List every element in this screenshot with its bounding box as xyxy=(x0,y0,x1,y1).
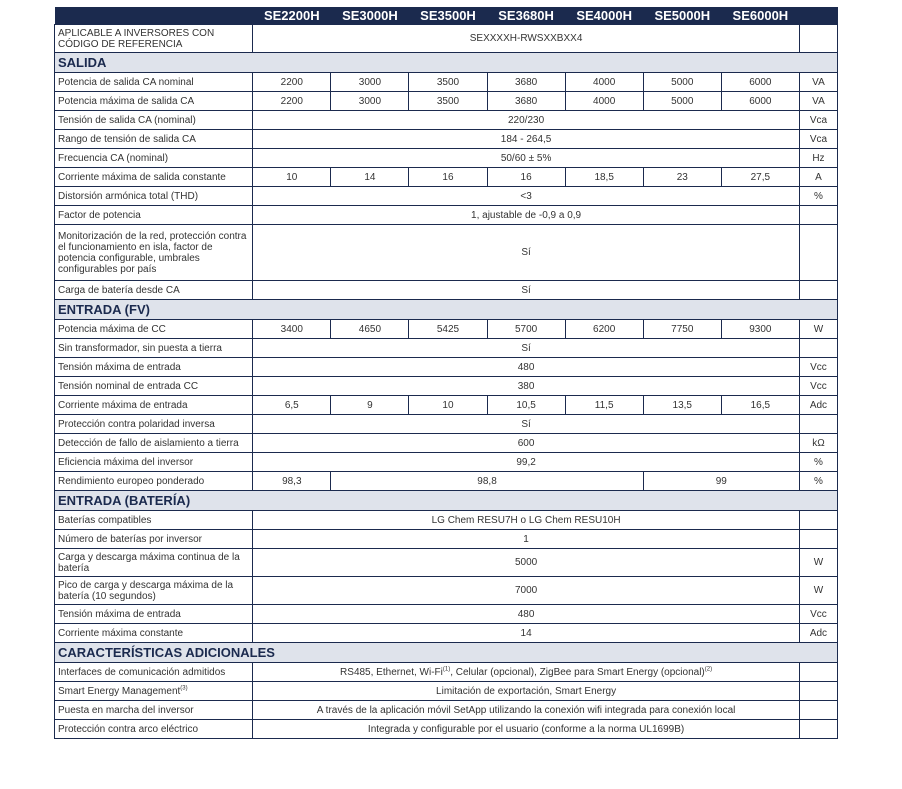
row-label: Tensión nominal de entrada CC xyxy=(55,377,253,396)
row-value: 480 xyxy=(253,358,800,377)
cell-value: 4000 xyxy=(565,73,643,92)
row-unit: % xyxy=(799,472,837,491)
section-title: CARACTERÍSTICAS ADICIONALES xyxy=(55,643,838,663)
row-value: 184 - 264,5 xyxy=(253,130,800,149)
model-header: SE5000H xyxy=(643,7,721,25)
cell-value: 27,5 xyxy=(721,168,799,187)
table-row xyxy=(55,624,838,643)
cell-value: 5425 xyxy=(409,320,487,339)
row-value: Sí xyxy=(253,225,800,281)
table-row xyxy=(55,225,838,281)
table-row xyxy=(55,396,838,415)
row-label: Pico de carga y descarga máxima de la batería (10 segundos) xyxy=(55,577,253,605)
header-blank-cell xyxy=(55,7,253,25)
footnote-mark: (1) xyxy=(442,666,451,673)
row-label: Corriente máxima de entrada xyxy=(55,396,253,415)
section-title: ENTRADA (FV) xyxy=(55,300,838,320)
row-label: Tensión de salida CA (nominal) xyxy=(55,111,253,130)
cell-value: 7750 xyxy=(643,320,721,339)
cell-value: 3000 xyxy=(331,73,409,92)
cell-value: 2200 xyxy=(253,92,331,111)
cell-value: 3680 xyxy=(487,92,565,111)
cell-value: 99 xyxy=(643,472,799,491)
row-unit: A xyxy=(799,168,837,187)
row-value: SEXXXXH-RWSXXBXX4 xyxy=(253,25,800,53)
row-label: Tensión máxima de entrada xyxy=(55,605,253,624)
table-row xyxy=(55,358,838,377)
row-unit: Vca xyxy=(799,130,837,149)
table-row xyxy=(55,130,838,149)
cell-value: 6200 xyxy=(565,320,643,339)
section-header-adicionales xyxy=(55,643,838,663)
table-row xyxy=(55,720,838,739)
cell-value: 3000 xyxy=(331,92,409,111)
table-row xyxy=(55,377,838,396)
row-value: Sí xyxy=(253,415,800,434)
table-row xyxy=(55,511,838,530)
row-unit xyxy=(799,511,837,530)
row-value: Limitación de exportación, Smart Energy xyxy=(253,682,800,701)
cell-value: 98,8 xyxy=(331,472,643,491)
cell-value: 11,5 xyxy=(565,396,643,415)
row-unit xyxy=(799,720,837,739)
table-row xyxy=(55,549,838,577)
row-unit: Adc xyxy=(799,624,837,643)
row-unit xyxy=(799,339,837,358)
row-label: Tensión máxima de entrada xyxy=(55,358,253,377)
cell-value: 4000 xyxy=(565,92,643,111)
spec-table-container xyxy=(54,7,838,739)
row-unit: Vcc xyxy=(799,377,837,396)
row-value: Sí xyxy=(253,339,800,358)
row-label: Monitorización de la red, protección contra el funcionamiento en isla, factor de potencia configurable, umbrales configurables por país xyxy=(55,225,253,281)
row-label: Interfaces de comunicación admitidos xyxy=(55,663,253,682)
row-label: Distorsión armónica total (THD) xyxy=(55,187,253,206)
row-unit: W xyxy=(799,320,837,339)
model-header: SE6000H xyxy=(721,7,799,25)
footnote-mark: (2) xyxy=(704,666,713,673)
cell-value: 9300 xyxy=(721,320,799,339)
row-unit xyxy=(799,281,837,300)
row-unit: W xyxy=(799,577,837,605)
row-label: APLICABLE A INVERSORES CON CÓDIGO DE REFERENCIA xyxy=(55,25,253,53)
row-label: Frecuencia CA (nominal) xyxy=(55,149,253,168)
row-label: Protección contra arco eléctrico xyxy=(55,720,253,739)
row-value: 99,2 xyxy=(253,453,800,472)
section-title: SALIDA xyxy=(55,53,838,73)
row-label: Factor de potencia xyxy=(55,206,253,225)
cell-value: 16 xyxy=(487,168,565,187)
model-header: SE3680H xyxy=(487,7,565,25)
header-blank-cell xyxy=(799,7,837,25)
row-unit xyxy=(799,415,837,434)
cell-value: 5000 xyxy=(643,92,721,111)
cell-value: 16,5 xyxy=(721,396,799,415)
row-value: 220/230 xyxy=(253,111,800,130)
row-unit: Hz xyxy=(799,149,837,168)
cell-value: 3500 xyxy=(409,73,487,92)
row-label: Detección de fallo de aislamiento a tierra xyxy=(55,434,253,453)
row-unit: % xyxy=(799,187,837,206)
row-unit: VA xyxy=(799,73,837,92)
cell-value: 5000 xyxy=(643,73,721,92)
cell-value: 3680 xyxy=(487,73,565,92)
row-value: A través de la aplicación móvil SetApp utilizando la conexión wifi integrada para conexión local xyxy=(253,701,800,720)
row-unit: kΩ xyxy=(799,434,837,453)
table-row xyxy=(55,415,838,434)
table-row xyxy=(55,92,838,111)
row-unit: W xyxy=(799,549,837,577)
model-header: SE4000H xyxy=(565,7,643,25)
interfaces-text-a: RS485, Ethernet, Wi-Fi xyxy=(340,666,443,678)
cell-value: 18,5 xyxy=(565,168,643,187)
cell-value: 3500 xyxy=(409,92,487,111)
cell-value: 5700 xyxy=(487,320,565,339)
row-value: 380 xyxy=(253,377,800,396)
cell-value: 6000 xyxy=(721,92,799,111)
row-unit xyxy=(799,682,837,701)
row-label-cell xyxy=(55,682,253,701)
cell-value: 9 xyxy=(331,396,409,415)
cell-value: 2200 xyxy=(253,73,331,92)
row-unit: % xyxy=(799,453,837,472)
cell-value: 23 xyxy=(643,168,721,187)
row-unit xyxy=(799,663,837,682)
table-row xyxy=(55,206,838,225)
table-row xyxy=(55,339,838,358)
table-row xyxy=(55,682,838,701)
cell-value: 6,5 xyxy=(253,396,331,415)
row-value: 14 xyxy=(253,624,800,643)
table-row xyxy=(55,149,838,168)
row-label: Potencia máxima de salida CA xyxy=(55,92,253,111)
row-value: 50/60 ± 5% xyxy=(253,149,800,168)
row-unit xyxy=(799,701,837,720)
row-value: 5000 xyxy=(253,549,800,577)
row-unit xyxy=(799,225,837,281)
table-row xyxy=(55,168,838,187)
row-label: Protección contra polaridad inversa xyxy=(55,415,253,434)
table-row xyxy=(55,187,838,206)
table-row xyxy=(55,663,838,682)
cell-value: 10,5 xyxy=(487,396,565,415)
row-label: Carga de batería desde CA xyxy=(55,281,253,300)
model-header: SE2200H xyxy=(253,7,331,25)
row-label: Corriente máxima de salida constante xyxy=(55,168,253,187)
row-label: Carga y descarga máxima continua de la batería xyxy=(55,549,253,577)
model-header: SE3500H xyxy=(409,7,487,25)
reference-row xyxy=(55,25,838,53)
row-label: Baterías compatibles xyxy=(55,511,253,530)
cell-value: 98,3 xyxy=(253,472,331,491)
row-unit: Vcc xyxy=(799,605,837,624)
model-header: SE3000H xyxy=(331,7,409,25)
table-row xyxy=(55,577,838,605)
cell-value: 3400 xyxy=(253,320,331,339)
row-value: <3 xyxy=(253,187,800,206)
row-label: Eficiencia máxima del inversor xyxy=(55,453,253,472)
footnote-mark: (3) xyxy=(180,685,188,692)
cell-value: 10 xyxy=(409,396,487,415)
table-row xyxy=(55,453,838,472)
row-label: Potencia de salida CA nominal xyxy=(55,73,253,92)
table-row xyxy=(55,530,838,549)
table-row xyxy=(55,605,838,624)
table-row xyxy=(55,701,838,720)
row-label: Rendimiento europeo ponderado xyxy=(55,472,253,491)
interfaces-text-b: , Celular (opcional), ZigBee para Smart Energy (opcional) xyxy=(450,666,705,678)
row-unit: Vcc xyxy=(799,358,837,377)
row-value: 600 xyxy=(253,434,800,453)
table-row xyxy=(55,320,838,339)
table-row xyxy=(55,281,838,300)
section-header-entrada-fv xyxy=(55,300,838,320)
spec-table xyxy=(54,7,838,739)
section-title: ENTRADA (BATERÍA) xyxy=(55,491,838,511)
row-value: 1, ajustable de -0,9 a 0,9 xyxy=(253,206,800,225)
cell-value: 14 xyxy=(331,168,409,187)
cell-value: 10 xyxy=(253,168,331,187)
row-label: Corriente máxima constante xyxy=(55,624,253,643)
row-label: Sin transformador, sin puesta a tierra xyxy=(55,339,253,358)
row-value: LG Chem RESU7H o LG Chem RESU10H xyxy=(253,511,800,530)
cell-value: 6000 xyxy=(721,73,799,92)
table-row xyxy=(55,111,838,130)
row-label: Puesta en marcha del inversor xyxy=(55,701,253,720)
row-value: 1 xyxy=(253,530,800,549)
table-row xyxy=(55,472,838,491)
table-row xyxy=(55,73,838,92)
row-unit: Adc xyxy=(799,396,837,415)
cell-value: 13,5 xyxy=(643,396,721,415)
row-unit: VA xyxy=(799,92,837,111)
table-row xyxy=(55,434,838,453)
row-value: 7000 xyxy=(253,577,800,605)
row-label: Rango de tensión de salida CA xyxy=(55,130,253,149)
row-label: Potencia máxima de CC xyxy=(55,320,253,339)
row-value: Integrada y configurable por el usuario (conforme a la norma UL1699B) xyxy=(253,720,800,739)
row-label: Smart Energy Management xyxy=(58,685,181,697)
row-value: 480 xyxy=(253,605,800,624)
row-value: Sí xyxy=(253,281,800,300)
row-unit xyxy=(799,25,837,53)
row-unit xyxy=(799,530,837,549)
section-header-entrada-bateria xyxy=(55,491,838,511)
section-header-salida xyxy=(55,53,838,73)
row-label: Número de baterías por inversor xyxy=(55,530,253,549)
row-unit xyxy=(799,206,837,225)
row-unit: Vca xyxy=(799,111,837,130)
cell-value: 16 xyxy=(409,168,487,187)
cell-value: 4650 xyxy=(331,320,409,339)
model-header-row xyxy=(55,7,838,25)
row-value xyxy=(253,663,800,682)
